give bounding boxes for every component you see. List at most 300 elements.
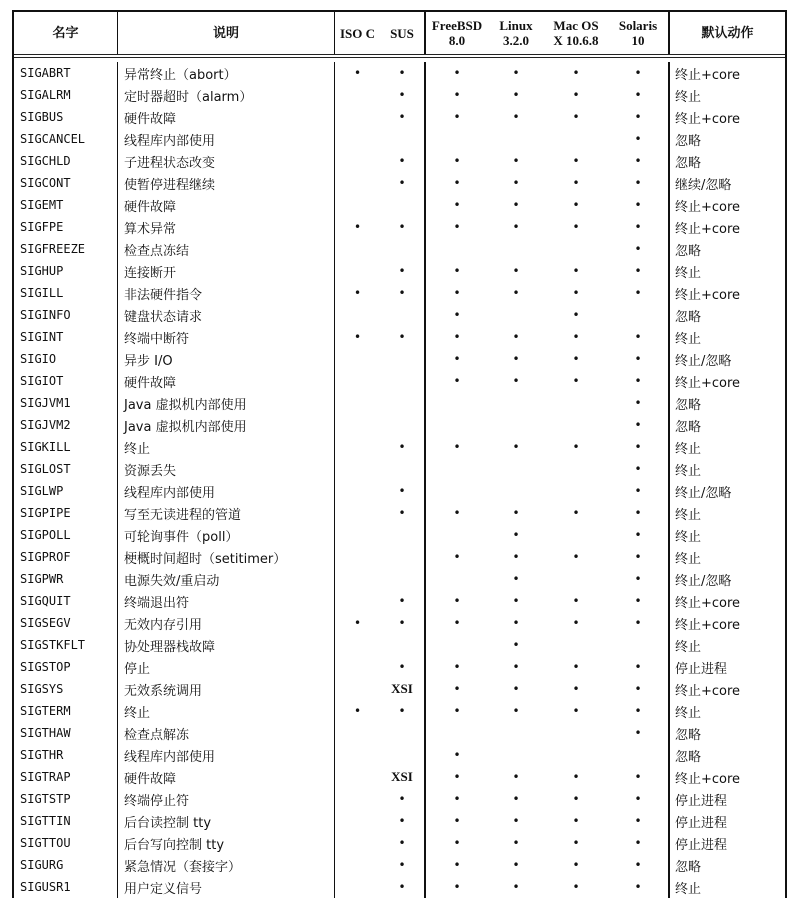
linux-mark: • bbox=[512, 770, 520, 784]
table-row bbox=[14, 436, 785, 458]
signal-name: SIGKILL bbox=[14, 436, 118, 458]
linux-mark: • bbox=[512, 440, 520, 454]
sus-mark bbox=[380, 524, 426, 546]
freebsd-mark: • bbox=[453, 858, 461, 872]
solaris-mark: • bbox=[608, 238, 670, 260]
freebsd-mark: • bbox=[453, 286, 461, 300]
linux-mark bbox=[488, 128, 544, 150]
freebsd-mark: • bbox=[453, 792, 461, 806]
signal-name: SIGPROF bbox=[14, 546, 118, 568]
linux-mark: • bbox=[512, 374, 520, 388]
linux-mark: • bbox=[512, 880, 520, 894]
solaris-mark: • bbox=[608, 766, 670, 788]
header-solaris bbox=[608, 12, 670, 54]
signal-name: SIGALRM bbox=[14, 84, 118, 106]
header-linux bbox=[488, 12, 544, 54]
signal-description: 硬件故障 bbox=[118, 766, 335, 788]
solaris-mark: • bbox=[608, 150, 670, 172]
freebsd-mark bbox=[426, 414, 488, 436]
sus-mark bbox=[380, 722, 426, 744]
solaris-mark: • bbox=[608, 876, 670, 898]
iso-c-mark: • bbox=[353, 616, 362, 630]
freebsd-mark: • bbox=[453, 198, 461, 212]
sus-mark: • bbox=[380, 590, 426, 612]
default-action: 忽略 bbox=[675, 155, 702, 171]
solaris-mark: • bbox=[608, 612, 670, 634]
default-action: 终止 bbox=[675, 331, 702, 347]
signal-description: 终止 bbox=[118, 700, 335, 722]
solaris-mark: • bbox=[608, 788, 670, 810]
table-row bbox=[14, 326, 785, 348]
macos-mark: • bbox=[572, 286, 580, 300]
macos-mark: • bbox=[572, 88, 580, 102]
signal-name: SIGPOLL bbox=[14, 524, 118, 546]
table-row bbox=[14, 788, 785, 810]
freebsd-mark: • bbox=[453, 550, 461, 564]
iso-c-mark bbox=[335, 568, 380, 590]
signal-description: 紧急情况（套接字） bbox=[118, 854, 335, 876]
freebsd-mark bbox=[426, 524, 488, 546]
signal-description: 终止 bbox=[118, 436, 335, 458]
signal-name: SIGFREEZE bbox=[14, 238, 118, 260]
freebsd-mark: • bbox=[453, 836, 461, 850]
default-action: 终止 bbox=[675, 265, 702, 281]
signal-name: SIGTERM bbox=[14, 700, 118, 722]
solaris-mark: • bbox=[608, 568, 670, 590]
macos-mark: • bbox=[572, 330, 580, 344]
freebsd-mark: • bbox=[453, 220, 461, 234]
signal-description: 终端停止符 bbox=[118, 788, 335, 810]
default-action: 终止 bbox=[675, 705, 702, 721]
sus-mark: • bbox=[380, 700, 426, 722]
signal-description: Java 虚拟机内部使用 bbox=[118, 414, 335, 436]
default-action: 终止 bbox=[675, 463, 702, 479]
freebsd-mark: • bbox=[453, 110, 461, 124]
macos-mark: • bbox=[572, 374, 580, 388]
linux-mark: • bbox=[512, 660, 520, 674]
freebsd-mark: • bbox=[453, 308, 461, 322]
default-action: 终止+core bbox=[675, 67, 741, 83]
default-action: 终止 bbox=[675, 881, 702, 897]
signal-name: SIGHUP bbox=[14, 260, 118, 282]
iso-c-mark bbox=[335, 172, 380, 194]
signal-name: SIGTTOU bbox=[14, 832, 118, 854]
signal-description: 使暂停进程继续 bbox=[118, 172, 335, 194]
sus-mark: XSI bbox=[380, 678, 426, 700]
iso-c-mark bbox=[335, 304, 380, 326]
iso-c-mark: • bbox=[353, 286, 362, 300]
signal-description: 检查点解冻 bbox=[118, 722, 335, 744]
solaris-mark: • bbox=[608, 722, 670, 744]
macos-mark: • bbox=[572, 176, 580, 190]
signal-name: SIGJVM2 bbox=[14, 414, 118, 436]
signal-name: SIGTHR bbox=[14, 744, 118, 766]
default-action: 终止 bbox=[675, 551, 702, 567]
macos-mark: • bbox=[572, 836, 580, 850]
table-row bbox=[14, 612, 785, 634]
signal-name: SIGFPE bbox=[14, 216, 118, 238]
freebsd-mark: • bbox=[453, 770, 461, 784]
freebsd-mark: • bbox=[453, 616, 461, 630]
sus-mark: XSI bbox=[380, 766, 426, 788]
macos-mark: • bbox=[572, 154, 580, 168]
header-freebsd bbox=[426, 12, 488, 54]
default-action: 停止进程 bbox=[675, 793, 728, 809]
macos-mark: • bbox=[572, 220, 580, 234]
table-row bbox=[14, 766, 785, 788]
sus-mark: • bbox=[380, 172, 426, 194]
table-row bbox=[14, 282, 785, 304]
macos-mark: • bbox=[572, 264, 580, 278]
linux-mark: • bbox=[512, 638, 520, 652]
signal-description: 终端中断符 bbox=[118, 326, 335, 348]
signal-description: 硬件故障 bbox=[118, 194, 335, 216]
table-row bbox=[14, 370, 785, 392]
freebsd-mark bbox=[426, 392, 488, 414]
header-solaris-line1: Solaris bbox=[618, 18, 658, 33]
table-row bbox=[14, 678, 785, 700]
macos-mark: • bbox=[572, 704, 580, 718]
macos-mark bbox=[544, 238, 608, 260]
solaris-mark: • bbox=[608, 348, 670, 370]
linux-mark bbox=[488, 722, 544, 744]
signal-description: 键盘状态请求 bbox=[118, 304, 335, 326]
default-action: 忽略 bbox=[675, 397, 702, 413]
default-action: 停止进程 bbox=[675, 837, 728, 853]
signal-name: SIGURG bbox=[14, 854, 118, 876]
table-row bbox=[14, 172, 785, 194]
linux-mark: • bbox=[512, 264, 520, 278]
signal-name: SIGBUS bbox=[14, 106, 118, 128]
macos-mark bbox=[544, 128, 608, 150]
header-macos-line1: Mac OS bbox=[553, 18, 599, 33]
linux-mark: • bbox=[512, 682, 520, 696]
signal-name: SIGCANCEL bbox=[14, 128, 118, 150]
header-sus: SUS bbox=[380, 12, 426, 54]
iso-c-mark: • bbox=[353, 704, 362, 718]
solaris-mark: • bbox=[608, 62, 670, 84]
sus-mark bbox=[380, 744, 426, 766]
table-row bbox=[14, 524, 785, 546]
header-linux-line2: 3.2.0 bbox=[503, 33, 529, 48]
linux-mark: • bbox=[512, 594, 520, 608]
sus-mark bbox=[380, 392, 426, 414]
signal-description: 线程库内部使用 bbox=[118, 744, 335, 766]
freebsd-mark: • bbox=[453, 748, 461, 762]
sus-mark: • bbox=[380, 150, 426, 172]
macos-mark bbox=[544, 744, 608, 766]
sus-mark: • bbox=[380, 832, 426, 854]
default-action: 终止 bbox=[675, 89, 702, 105]
linux-mark bbox=[488, 414, 544, 436]
table-body bbox=[14, 58, 785, 898]
solaris-mark bbox=[608, 634, 670, 656]
linux-mark: • bbox=[512, 176, 520, 190]
linux-mark bbox=[488, 304, 544, 326]
signal-name: SIGLWP bbox=[14, 480, 118, 502]
table-row bbox=[14, 348, 785, 370]
sus-mark: • bbox=[380, 656, 426, 678]
signal-description: 线程库内部使用 bbox=[118, 128, 335, 150]
default-action: 终止/忽略 bbox=[675, 353, 732, 369]
iso-c-mark bbox=[335, 854, 380, 876]
macos-mark bbox=[544, 392, 608, 414]
default-action: 忽略 bbox=[675, 243, 702, 259]
default-action: 终止+core bbox=[675, 221, 741, 237]
iso-c-mark bbox=[335, 788, 380, 810]
signal-description: 子进程状态改变 bbox=[118, 150, 335, 172]
header-solaris-line2: 10 bbox=[631, 33, 645, 48]
iso-c-mark bbox=[335, 370, 380, 392]
macos-mark: • bbox=[572, 506, 580, 520]
freebsd-mark: • bbox=[453, 264, 461, 278]
signal-name: SIGEMT bbox=[14, 194, 118, 216]
freebsd-mark bbox=[426, 634, 488, 656]
macos-mark: • bbox=[572, 66, 580, 80]
table-row bbox=[14, 414, 785, 436]
signal-description: 定时器超时（alarm） bbox=[118, 84, 335, 106]
signal-description: Java 虚拟机内部使用 bbox=[118, 392, 335, 414]
table-row bbox=[14, 876, 785, 898]
sus-mark: • bbox=[380, 216, 426, 238]
table-row bbox=[14, 656, 785, 678]
iso-c-mark bbox=[335, 194, 380, 216]
freebsd-mark: • bbox=[453, 704, 461, 718]
freebsd-mark bbox=[426, 480, 488, 502]
signal-name: SIGTSTP bbox=[14, 788, 118, 810]
sus-mark: • bbox=[380, 788, 426, 810]
linux-mark: • bbox=[512, 836, 520, 850]
signal-description: 停止 bbox=[118, 656, 335, 678]
signal-description: 后台读控制 tty bbox=[118, 810, 335, 832]
table-row bbox=[14, 832, 785, 854]
solaris-mark: • bbox=[608, 172, 670, 194]
table-row bbox=[14, 392, 785, 414]
solaris-mark: • bbox=[608, 216, 670, 238]
macos-mark bbox=[544, 458, 608, 480]
solaris-mark: • bbox=[608, 282, 670, 304]
solaris-mark: • bbox=[608, 414, 670, 436]
signals-table bbox=[12, 10, 787, 898]
linux-mark bbox=[488, 238, 544, 260]
signal-description: 线程库内部使用 bbox=[118, 480, 335, 502]
table-row bbox=[14, 216, 785, 238]
solaris-mark bbox=[608, 744, 670, 766]
default-action: 忽略 bbox=[675, 309, 702, 325]
linux-mark: • bbox=[512, 220, 520, 234]
iso-c-mark bbox=[335, 590, 380, 612]
linux-mark: • bbox=[512, 528, 520, 542]
signal-name: SIGTRAP bbox=[14, 766, 118, 788]
freebsd-mark bbox=[426, 238, 488, 260]
default-action: 终止+core bbox=[675, 111, 741, 127]
table-row bbox=[14, 480, 785, 502]
sus-mark bbox=[380, 568, 426, 590]
freebsd-mark bbox=[426, 568, 488, 590]
iso-c-mark bbox=[335, 832, 380, 854]
freebsd-mark: • bbox=[453, 352, 461, 366]
table-row bbox=[14, 238, 785, 260]
solaris-mark: • bbox=[608, 524, 670, 546]
signal-name: SIGQUIT bbox=[14, 590, 118, 612]
freebsd-mark: • bbox=[453, 330, 461, 344]
freebsd-mark: • bbox=[453, 374, 461, 388]
freebsd-mark: • bbox=[453, 88, 461, 102]
iso-c-mark bbox=[335, 392, 380, 414]
header-freebsd-line2: 8.0 bbox=[448, 33, 466, 48]
signal-description: 算术异常 bbox=[118, 216, 335, 238]
default-action: 终止 bbox=[675, 639, 702, 655]
linux-mark: • bbox=[512, 858, 520, 872]
header-default-action: 默认动作 bbox=[701, 25, 754, 41]
linux-mark: • bbox=[512, 330, 520, 344]
linux-mark: • bbox=[512, 286, 520, 300]
linux-mark: • bbox=[512, 616, 520, 630]
solaris-mark: • bbox=[608, 128, 670, 150]
default-action: 终止 bbox=[675, 529, 702, 545]
sus-mark bbox=[380, 414, 426, 436]
solaris-mark: • bbox=[608, 700, 670, 722]
iso-c-mark bbox=[335, 546, 380, 568]
signal-description: 异常终止（abort） bbox=[118, 62, 335, 84]
sus-mark: • bbox=[380, 106, 426, 128]
signal-name: SIGILL bbox=[14, 282, 118, 304]
header-linux-line1: Linux bbox=[499, 18, 533, 33]
default-action: 终止+core bbox=[675, 375, 741, 391]
default-action: 忽略 bbox=[675, 749, 702, 765]
signal-name: SIGTHAW bbox=[14, 722, 118, 744]
signal-name: SIGCHLD bbox=[14, 150, 118, 172]
solaris-mark bbox=[608, 304, 670, 326]
macos-mark: • bbox=[572, 550, 580, 564]
solaris-mark: • bbox=[608, 502, 670, 524]
macos-mark: • bbox=[572, 616, 580, 630]
signal-description: 用户定义信号 bbox=[118, 876, 335, 898]
solaris-mark: • bbox=[608, 326, 670, 348]
iso-c-mark bbox=[335, 502, 380, 524]
signal-description: 异步 I/O bbox=[118, 348, 335, 370]
signal-description: 后台写向控制 tty bbox=[118, 832, 335, 854]
signal-description: 可轮询事件（poll） bbox=[118, 524, 335, 546]
freebsd-mark: • bbox=[453, 682, 461, 696]
sus-mark: • bbox=[380, 502, 426, 524]
macos-mark bbox=[544, 480, 608, 502]
signal-description: 梗概时间超时（setitimer） bbox=[118, 546, 335, 568]
iso-c-mark bbox=[335, 414, 380, 436]
macos-mark bbox=[544, 722, 608, 744]
solaris-mark: • bbox=[608, 854, 670, 876]
linux-mark: • bbox=[512, 792, 520, 806]
signal-description: 连接断开 bbox=[118, 260, 335, 282]
iso-c-mark bbox=[335, 128, 380, 150]
iso-c-mark bbox=[335, 84, 380, 106]
table-row bbox=[14, 700, 785, 722]
default-action: 忽略 bbox=[675, 727, 702, 743]
iso-c-mark bbox=[335, 656, 380, 678]
sus-mark: • bbox=[380, 810, 426, 832]
sus-mark bbox=[380, 348, 426, 370]
macos-mark: • bbox=[572, 660, 580, 674]
default-action: 终止/忽略 bbox=[675, 573, 732, 589]
sus-mark bbox=[380, 458, 426, 480]
iso-c-mark bbox=[335, 150, 380, 172]
linux-mark: • bbox=[512, 550, 520, 564]
iso-c-mark bbox=[335, 480, 380, 502]
signal-description: 终端退出符 bbox=[118, 590, 335, 612]
signal-name: SIGINT bbox=[14, 326, 118, 348]
linux-mark: • bbox=[512, 66, 520, 80]
signal-name: SIGUSR1 bbox=[14, 876, 118, 898]
iso-c-mark bbox=[335, 722, 380, 744]
iso-c-mark bbox=[335, 348, 380, 370]
iso-c-mark bbox=[335, 238, 380, 260]
table-row bbox=[14, 128, 785, 150]
table-row bbox=[14, 634, 785, 656]
iso-c-mark bbox=[335, 744, 380, 766]
default-action: 停止进程 bbox=[675, 815, 728, 831]
default-action: 终止+core bbox=[675, 287, 741, 303]
table-row bbox=[14, 304, 785, 326]
default-action: 忽略 bbox=[675, 133, 702, 149]
signal-name: SIGIOT bbox=[14, 370, 118, 392]
sus-mark: • bbox=[380, 480, 426, 502]
iso-c-mark bbox=[335, 458, 380, 480]
solaris-mark: • bbox=[608, 656, 670, 678]
sus-mark bbox=[380, 634, 426, 656]
header-macos-line2: X 10.6.8 bbox=[553, 33, 599, 48]
macos-mark bbox=[544, 634, 608, 656]
sus-mark bbox=[380, 238, 426, 260]
default-action: 终止 bbox=[675, 441, 702, 457]
signal-name: SIGABRT bbox=[14, 62, 118, 84]
header-macos bbox=[544, 12, 608, 54]
freebsd-mark: • bbox=[453, 594, 461, 608]
iso-c-mark bbox=[335, 766, 380, 788]
sus-mark: • bbox=[380, 84, 426, 106]
iso-c-mark bbox=[335, 810, 380, 832]
iso-c-mark bbox=[335, 634, 380, 656]
solaris-mark: • bbox=[608, 810, 670, 832]
macos-mark bbox=[544, 524, 608, 546]
freebsd-mark bbox=[426, 722, 488, 744]
table-row bbox=[14, 62, 785, 84]
linux-mark: • bbox=[512, 198, 520, 212]
linux-mark: • bbox=[512, 506, 520, 520]
iso-c-mark: • bbox=[353, 220, 362, 234]
macos-mark: • bbox=[572, 880, 580, 894]
signal-description: 硬件故障 bbox=[118, 370, 335, 392]
solaris-mark: • bbox=[608, 106, 670, 128]
linux-mark: • bbox=[512, 154, 520, 168]
signal-name: SIGSTOP bbox=[14, 656, 118, 678]
sus-mark: • bbox=[380, 876, 426, 898]
solaris-mark: • bbox=[608, 392, 670, 414]
iso-c-mark: • bbox=[353, 330, 362, 344]
signal-description: 检查点冻结 bbox=[118, 238, 335, 260]
macos-mark: • bbox=[572, 594, 580, 608]
table-row bbox=[14, 150, 785, 172]
sus-mark bbox=[380, 128, 426, 150]
solaris-mark: • bbox=[608, 590, 670, 612]
macos-mark: • bbox=[572, 858, 580, 872]
solaris-mark: • bbox=[608, 436, 670, 458]
sus-mark: • bbox=[380, 326, 426, 348]
macos-mark bbox=[544, 414, 608, 436]
table-header bbox=[14, 12, 785, 58]
macos-mark: • bbox=[572, 814, 580, 828]
solaris-mark: • bbox=[608, 194, 670, 216]
default-action: 终止 bbox=[675, 507, 702, 523]
